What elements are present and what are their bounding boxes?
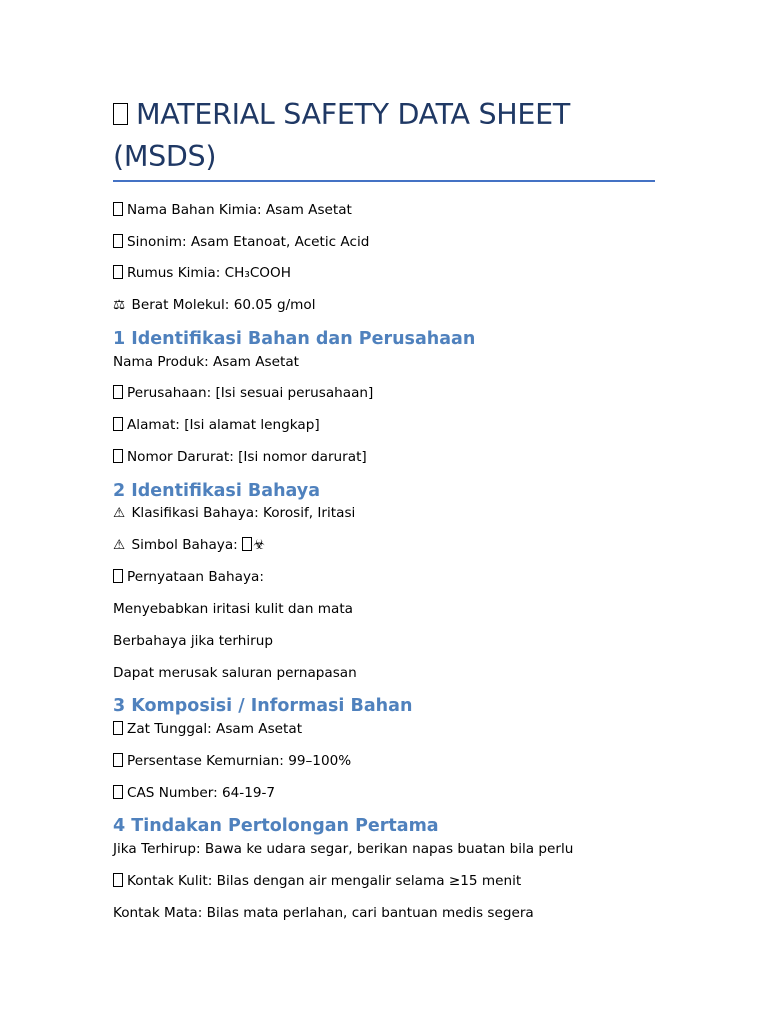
- section-heading: 3 Komposisi / Informasi Bahan: [113, 696, 413, 716]
- scales-icon: ⚖: [113, 297, 130, 313]
- text-line: [113, 416, 320, 434]
- line-text: Berat Molekul: 60.05 g/mol: [131, 297, 316, 313]
- missing-glyph-icon: [242, 537, 252, 551]
- line-text: Nama Bahan Kimia: Asam Asetat: [127, 202, 352, 218]
- line-text: Simbol Bahaya:: [131, 537, 243, 553]
- text-line: [113, 632, 273, 650]
- line-text: Jika Terhirup: Bawa ke udara segar, berikan napas buatan bila perlu: [113, 841, 574, 857]
- missing-glyph-icon: [113, 449, 123, 463]
- line-text: Kontak Mata: Bilas mata perlahan, cari bantuan medis segera: [113, 905, 534, 921]
- line-text: Nomor Darurat: [Isi nomor darurat]: [127, 449, 367, 465]
- line-text: Sinonim: Asam Etanoat, Acetic Acid: [127, 234, 370, 250]
- text-line: [113, 664, 357, 682]
- text-line: [113, 752, 351, 770]
- text-line: [113, 201, 352, 219]
- title-divider: [113, 180, 655, 182]
- text-line: [113, 784, 275, 802]
- line-text: Pernyataan Bahaya:: [127, 569, 264, 585]
- text-line: [113, 872, 521, 890]
- text-line: [113, 353, 299, 371]
- missing-glyph-icon: [113, 873, 123, 887]
- line-text: Zat Tunggal: Asam Asetat: [127, 721, 303, 737]
- line-text: Perusahaan: [Isi sesuai perusahaan]: [127, 385, 374, 401]
- text-line: [113, 568, 264, 586]
- text-line: [113, 264, 291, 282]
- text-line: [113, 600, 353, 618]
- missing-glyph-icon: [113, 385, 123, 399]
- text-line: [113, 720, 302, 738]
- line-text: Kontak Kulit: Bilas dengan air mengalir selama ≥15 menit: [127, 873, 522, 889]
- text-line: [113, 296, 316, 314]
- line-text: Nama Produk: Asam Asetat: [113, 354, 299, 370]
- missing-glyph-icon: [113, 569, 123, 583]
- line-text: Menyebabkan iritasi kulit dan mata: [113, 601, 353, 617]
- text-line: [113, 448, 367, 466]
- text-line: [113, 504, 355, 522]
- missing-glyph-icon: [113, 753, 123, 767]
- line-text: Rumus Kimia: CH₃COOH: [127, 265, 291, 281]
- missing-glyph-icon: [113, 103, 128, 125]
- missing-glyph-icon: [113, 234, 123, 248]
- line-text: Dapat merusak saluran pernapasan: [113, 665, 357, 681]
- section-heading: 1 Identifikasi Bahan dan Perusahaan: [113, 329, 476, 349]
- missing-glyph-icon: [113, 721, 123, 735]
- line-text: Berbahaya jika terhirup: [113, 633, 273, 649]
- biohazard-icon: ☣: [253, 537, 266, 553]
- missing-glyph-icon: [113, 265, 123, 279]
- warning-icon: ⚠: [113, 505, 130, 521]
- text-line: [113, 536, 265, 554]
- page-title-text: MATERIAL SAFETY DATA SHEET (MSDS): [113, 98, 570, 173]
- line-text: Klasifikasi Bahaya: Korosif, Iritasi: [131, 505, 356, 521]
- line-text: CAS Number: 64-19-7: [127, 785, 276, 801]
- missing-glyph-icon: [113, 202, 123, 216]
- text-line: [113, 233, 369, 251]
- section-heading: 2 Identifikasi Bahaya: [113, 481, 321, 501]
- line-text: Persentase Kemurnian: 99–100%: [127, 753, 352, 769]
- text-line: [113, 384, 373, 402]
- warning-icon: ⚠: [113, 537, 130, 553]
- missing-glyph-icon: [113, 785, 123, 799]
- line-text: Alamat: [Isi alamat lengkap]: [127, 417, 320, 433]
- text-line: [113, 840, 573, 858]
- missing-glyph-icon: [113, 417, 123, 431]
- page-title: [113, 94, 655, 178]
- text-line: [113, 904, 534, 922]
- section-heading: 4 Tindakan Pertolongan Pertama: [113, 816, 439, 836]
